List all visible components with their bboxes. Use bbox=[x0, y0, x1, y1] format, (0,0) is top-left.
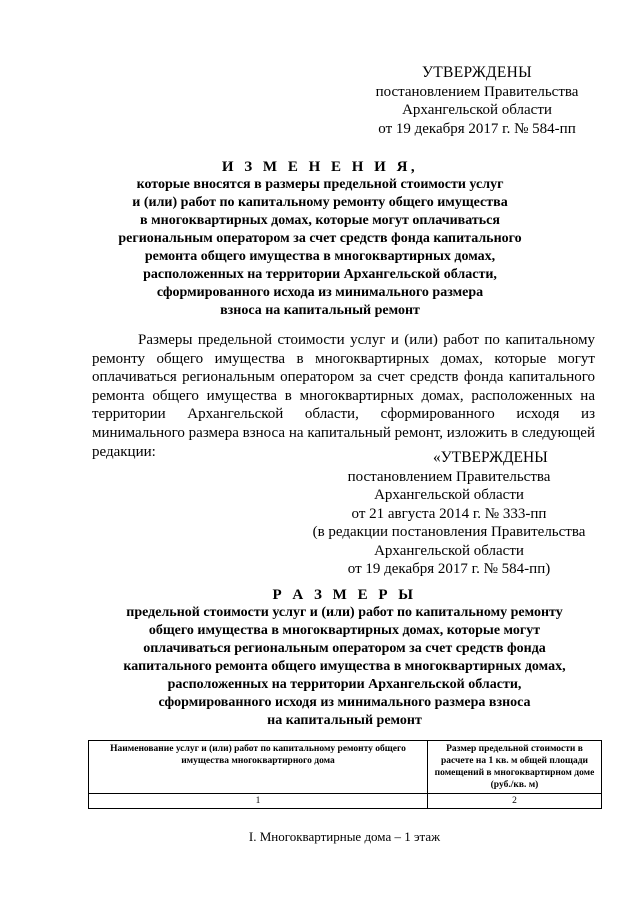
approval-line: Архангельской области bbox=[402, 102, 552, 118]
changes-title-line: сформированного исхода из минимального размера bbox=[156, 285, 484, 300]
changes-title-line: региональным оператором за счет средств фонда капитального bbox=[118, 231, 522, 246]
cost-table bbox=[88, 740, 602, 809]
approval-block-quoted bbox=[303, 449, 595, 579]
changes-title-line: в многоквартирных домах, которые могут оплачиваться bbox=[140, 213, 500, 228]
sizes-title-line: сформированного исходя из минимального размера взноса bbox=[158, 695, 531, 710]
approval-line: Архангельской области bbox=[374, 542, 524, 559]
approval-line: от 21 августа 2014 г. № 333-пп bbox=[351, 505, 547, 522]
changes-title bbox=[110, 158, 530, 320]
changes-title-line: которые вносятся в размеры предельной стоимости услуг bbox=[136, 177, 504, 192]
changes-title-heading: И З М Е Н Е Н И Я, bbox=[221, 159, 419, 175]
table-header-cell-services: Наименование услуг и (или) работ по капитальному ремонту общего имущества многоквартирного дома bbox=[89, 741, 428, 794]
approval-line: Архангельской области bbox=[374, 487, 524, 503]
table-header-cell-cost: Размер предельной стоимости в расчете на 1 кв. м общей площади помещений в многоквартирном доме (руб./кв. м) bbox=[428, 741, 602, 794]
approval-line: от 19 декабря 2017 г. № 584-пп) bbox=[347, 561, 551, 577]
changes-title-line: взноса на капитальный ремонт bbox=[220, 303, 420, 318]
sizes-title-line: предельной стоимости услуг и (или) работ по капитальному ремонту bbox=[126, 605, 563, 620]
table-row-column-numbers bbox=[89, 794, 602, 809]
approval-heading: УТВЕРЖДЕНЫ bbox=[422, 64, 532, 81]
approval-line: (в редакции постановления Правительства bbox=[312, 524, 586, 540]
sizes-title-line: общего имущества в многоквартирных домах, которые могут bbox=[148, 623, 541, 638]
changes-title-line: и (или) работ по капитальному ремонту общего имущества bbox=[132, 195, 508, 210]
approval-line: постановлением Правительства bbox=[375, 83, 579, 100]
body-paragraph-block bbox=[92, 331, 595, 461]
body-paragraph: Размеры предельной стоимости услуг и (или) работ по капитальному ремонту общего имущества в многоквартирных домах, которые могут оплачиваться региональным оператором за счет средств фонда капитального ремонта общего имущества в многоквартирных домах, расположенных на территории Архангельской области, сформированного исходя из минимального размера взноса на капитальный ремонт, изложить в следующей редакции: bbox=[92, 332, 595, 460]
sizes-title-line: капитального ремонта общего имущества в многоквартирных домах, bbox=[123, 659, 566, 674]
table-cell-column-number: 2 bbox=[428, 794, 602, 809]
approval-line: постановлением Правительства bbox=[347, 468, 551, 485]
approval-line: от 19 декабря 2017 г. № 584-пп bbox=[378, 120, 576, 137]
sizes-title-line: оплачиваться региональным оператором за счет средств фонда bbox=[143, 641, 546, 656]
table-cell-column-number: 1 bbox=[89, 794, 428, 809]
approval-heading: «УТВЕРЖДЕНЫ bbox=[433, 449, 548, 466]
changes-title-line: ремонта общего имущества в многоквартирных домах, bbox=[144, 249, 496, 264]
table-header-row bbox=[89, 741, 602, 794]
changes-title-line: расположенных на территории Архангельской области, bbox=[143, 267, 497, 282]
sizes-title-line: на капитальный ремонт bbox=[267, 713, 422, 728]
sizes-title-heading: Р А З М Е Р Ы bbox=[272, 587, 417, 603]
section-heading: I. Многоквартирные дома – 1 этаж bbox=[248, 829, 441, 844]
sizes-title bbox=[92, 586, 597, 730]
sizes-title-line: расположенных на территории Архангельской области, bbox=[167, 677, 522, 692]
approval-block-top bbox=[362, 64, 592, 138]
